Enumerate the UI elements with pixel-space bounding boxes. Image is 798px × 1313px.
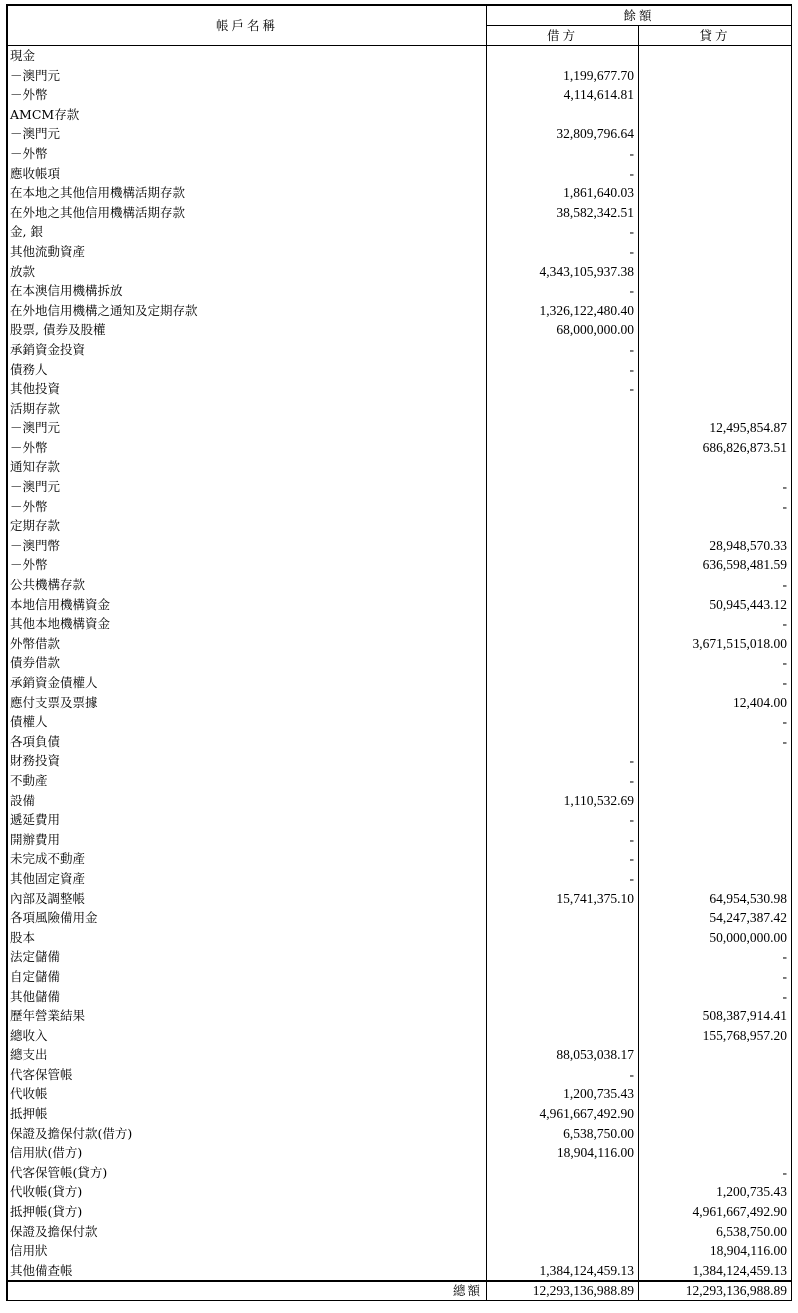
account-name-cell: －外幣 [8,438,487,458]
table-row [8,1222,792,1242]
credit-cell: - [639,947,792,967]
credit-cell [639,144,792,164]
table-row [8,673,792,693]
debit-cell [487,595,639,615]
total-debit: 12,293,136,988.89 [487,1281,639,1300]
credit-cell [639,1084,792,1104]
table-row [8,771,792,791]
debit-cell [487,712,639,732]
credit-cell: 686,826,873.51 [639,438,792,458]
account-name-cell: 應收帳項 [8,164,487,184]
table-row [8,399,792,419]
table-row [8,614,792,634]
debit-cell: - [487,849,639,869]
debit-cell: 4,343,105,937.38 [487,262,639,282]
table-row [8,477,792,497]
account-name-cell: 放款 [8,262,487,282]
table-row [8,1202,792,1222]
total-label: 總額 [8,1281,487,1300]
total-row [8,1281,792,1300]
account-name-cell: －澳門元 [8,477,487,497]
account-name-cell: 承銷資金投資 [8,340,487,360]
account-name-cell: 總支出 [8,1045,487,1065]
credit-cell [639,869,792,889]
debit-cell: 1,200,735.43 [487,1084,639,1104]
table-row [8,810,792,830]
account-name-cell: －外幣 [8,85,487,105]
credit-cell [639,1065,792,1085]
account-name-cell: －外幣 [8,497,487,517]
credit-cell: - [639,987,792,1007]
credit-cell [639,1143,792,1163]
debit-cell: - [487,340,639,360]
credit-cell [639,242,792,262]
debit-cell: 1,384,124,459.13 [487,1261,639,1282]
credit-cell: 636,598,481.59 [639,555,792,575]
account-name-cell: 金, 銀 [8,222,487,242]
credit-cell: - [639,967,792,987]
account-name-cell: －澳門元 [8,66,487,86]
account-name-cell: 其他固定資產 [8,869,487,889]
table-row [8,947,792,967]
debit-cell [487,516,639,536]
table-row [8,830,792,850]
total-credit: 12,293,136,988.89 [639,1281,792,1300]
table-row [8,340,792,360]
table-row [8,281,792,301]
table-row [8,85,792,105]
debit-cell: - [487,1065,639,1085]
credit-header: 貸方 [639,26,792,46]
account-name-cell: 在本澳信用機構拆放 [8,281,487,301]
credit-cell: 4,961,667,492.90 [639,1202,792,1222]
table-row [8,967,792,987]
debit-cell [487,477,639,497]
credit-cell: 54,247,387.42 [639,908,792,928]
table-row [8,634,792,654]
table-row [8,203,792,223]
debit-cell: - [487,360,639,380]
account-name-cell: 保證及擔保付款(借方) [8,1124,487,1144]
debit-cell: - [487,164,639,184]
credit-cell [639,830,792,850]
credit-cell: 64,954,530.98 [639,889,792,909]
credit-cell: 1,384,124,459.13 [639,1261,792,1282]
credit-cell: - [639,575,792,595]
credit-cell [639,1045,792,1065]
table-row [8,555,792,575]
account-name-cell: 現金 [8,46,487,66]
debit-cell [487,967,639,987]
account-name-cell: 本地信用機構資金 [8,595,487,615]
table-footer [8,1281,792,1300]
debit-cell [487,46,639,66]
account-name-cell: 信用狀 [8,1241,487,1261]
table-row [8,66,792,86]
debit-cell: - [487,771,639,791]
debit-cell [487,653,639,673]
debit-cell: - [487,830,639,850]
account-name-cell: 法定儲備 [8,947,487,967]
credit-cell [639,85,792,105]
account-name-cell: 設備 [8,791,487,811]
table-row [8,849,792,869]
account-balance-table [7,5,792,1300]
account-name-cell: 總收入 [8,1026,487,1046]
debit-cell: - [487,379,639,399]
debit-header: 借方 [487,26,639,46]
credit-cell: 6,538,750.00 [639,1222,792,1242]
table-row [8,791,792,811]
table-row [8,379,792,399]
debit-cell [487,1006,639,1026]
debit-cell [487,947,639,967]
account-name-header: 帳戶名稱 [8,6,487,46]
table-row [8,1065,792,1085]
credit-cell [639,183,792,203]
table-row [8,1124,792,1144]
account-name-cell: 抵押帳(貸方) [8,1202,487,1222]
credit-cell: 3,671,515,018.00 [639,634,792,654]
account-name-cell: 代收帳(貸方) [8,1182,487,1202]
account-name-cell: 代客保管帳(貸方) [8,1163,487,1183]
account-name-cell: 在外地之其他信用機構活期存款 [8,203,487,223]
table-row [8,1045,792,1065]
table-row [8,595,792,615]
table-row [8,1261,792,1282]
table-row [8,183,792,203]
credit-cell [639,66,792,86]
credit-cell [639,164,792,184]
credit-cell: - [639,1163,792,1183]
table-row [8,1241,792,1261]
debit-cell [487,908,639,928]
table-row [8,222,792,242]
debit-cell: - [487,810,639,830]
debit-cell: - [487,144,639,164]
account-name-cell: 股票, 債券及股權 [8,320,487,340]
table-row [8,164,792,184]
credit-cell [639,222,792,242]
table-row [8,1143,792,1163]
credit-cell: - [639,712,792,732]
account-name-cell: AMCM存款 [8,105,487,125]
debit-cell [487,732,639,752]
debit-cell [487,105,639,125]
credit-cell [639,124,792,144]
debit-cell [487,1026,639,1046]
debit-cell [487,987,639,1007]
credit-cell [639,1104,792,1124]
account-name-cell: 債務人 [8,360,487,380]
debit-cell: 1,861,640.03 [487,183,639,203]
account-name-cell: 其他流動資產 [8,242,487,262]
credit-cell [639,301,792,321]
credit-cell [639,281,792,301]
credit-cell [639,46,792,66]
credit-cell: 1,200,735.43 [639,1182,792,1202]
debit-cell: - [487,222,639,242]
credit-cell [639,340,792,360]
table-row [8,124,792,144]
account-name-cell: －澳門幣 [8,536,487,556]
account-name-cell: －外幣 [8,555,487,575]
debit-cell [487,457,639,477]
credit-cell [639,516,792,536]
credit-cell [639,399,792,419]
credit-cell [639,379,792,399]
debit-cell: 15,741,375.10 [487,889,639,909]
table-row [8,1163,792,1183]
debit-cell [487,614,639,634]
table-row [8,360,792,380]
debit-cell [487,693,639,713]
table-row [8,653,792,673]
credit-cell [639,320,792,340]
credit-cell: 50,000,000.00 [639,928,792,948]
debit-cell: 38,582,342.51 [487,203,639,223]
debit-cell: 6,538,750.00 [487,1124,639,1144]
account-name-cell: 通知存款 [8,457,487,477]
table-row [8,536,792,556]
table-row [8,987,792,1007]
account-name-cell: 在本地之其他信用機構活期存款 [8,183,487,203]
table-row [8,301,792,321]
table-row [8,575,792,595]
table-row [8,320,792,340]
account-name-cell: 其他本地機構資金 [8,614,487,634]
table-row [8,712,792,732]
account-name-cell: 其他投資 [8,379,487,399]
account-name-cell: 財務投資 [8,751,487,771]
table-row [8,732,792,752]
account-name-cell: 抵押帳 [8,1104,487,1124]
table-row [8,1006,792,1026]
debit-cell [487,928,639,948]
table-row [8,1182,792,1202]
credit-cell [639,203,792,223]
account-name-cell: －澳門元 [8,124,487,144]
debit-cell: 4,114,614.81 [487,85,639,105]
account-name-cell: －澳門元 [8,418,487,438]
debit-cell [487,634,639,654]
credit-cell [639,105,792,125]
debit-cell: 4,961,667,492.90 [487,1104,639,1124]
account-name-cell: 自定儲備 [8,967,487,987]
debit-cell [487,575,639,595]
credit-cell: 12,495,854.87 [639,418,792,438]
table-row [8,928,792,948]
debit-cell: 1,110,532.69 [487,791,639,811]
debit-cell: 18,904,116.00 [487,1143,639,1163]
debit-cell [487,673,639,693]
credit-cell [639,751,792,771]
table-row [8,418,792,438]
table-row [8,1026,792,1046]
account-name-cell: 未完成不動產 [8,849,487,869]
table-row [8,1104,792,1124]
table-row [8,869,792,889]
account-name-cell: 應付支票及票據 [8,693,487,713]
credit-cell: - [639,614,792,634]
credit-cell: 508,387,914.41 [639,1006,792,1026]
table-row [8,242,792,262]
credit-cell: - [639,732,792,752]
debit-cell: 32,809,796.64 [487,124,639,144]
account-name-cell: 開辦費用 [8,830,487,850]
account-name-cell: 各項風險備用金 [8,908,487,928]
account-name-cell: 各項負債 [8,732,487,752]
credit-cell: - [639,653,792,673]
account-name-cell: 在外地信用機構之通知及定期存款 [8,301,487,321]
credit-cell: 18,904,116.00 [639,1241,792,1261]
table-row [8,516,792,536]
debit-cell [487,1222,639,1242]
balance-sheet [6,4,792,1301]
credit-cell [639,262,792,282]
credit-cell: 50,945,443.12 [639,595,792,615]
table-row [8,908,792,928]
account-name-cell: 信用狀(借方) [8,1143,487,1163]
table-row [8,497,792,517]
table-row [8,46,792,66]
debit-cell [487,497,639,517]
debit-cell [487,399,639,419]
account-name-cell: 債券借款 [8,653,487,673]
table-row [8,438,792,458]
table-header [8,6,792,46]
credit-cell [639,1124,792,1144]
credit-cell: 12,404.00 [639,693,792,713]
credit-cell: 28,948,570.33 [639,536,792,556]
credit-cell [639,771,792,791]
table-row [8,262,792,282]
debit-cell [487,555,639,575]
table-row [8,1084,792,1104]
account-name-cell: 代收帳 [8,1084,487,1104]
credit-cell: - [639,497,792,517]
account-name-cell: 活期存款 [8,399,487,419]
debit-cell: 1,326,122,480.40 [487,301,639,321]
debit-cell: 68,000,000.00 [487,320,639,340]
debit-cell: 88,053,038.17 [487,1045,639,1065]
debit-cell: 1,199,677.70 [487,66,639,86]
debit-cell: - [487,281,639,301]
account-name-cell: 內部及調整帳 [8,889,487,909]
account-name-cell: 承銷資金債權人 [8,673,487,693]
table-row [8,889,792,909]
account-name-cell: 股本 [8,928,487,948]
debit-cell: - [487,751,639,771]
account-name-cell: 遞延費用 [8,810,487,830]
debit-cell [487,1202,639,1222]
account-name-cell: 債權人 [8,712,487,732]
table-row [8,693,792,713]
account-name-cell: 保證及擔保付款 [8,1222,487,1242]
credit-cell [639,810,792,830]
debit-cell [487,536,639,556]
account-name-cell: 其他儲備 [8,987,487,1007]
account-name-cell: 外幣借款 [8,634,487,654]
account-name-cell: 不動產 [8,771,487,791]
account-name-cell: 定期存款 [8,516,487,536]
account-name-cell: 代客保管帳 [8,1065,487,1085]
table-row [8,751,792,771]
debit-cell [487,1163,639,1183]
debit-cell [487,438,639,458]
table-row [8,457,792,477]
credit-cell [639,457,792,477]
account-name-cell: 公共機構存款 [8,575,487,595]
credit-cell: - [639,673,792,693]
account-name-cell: －外幣 [8,144,487,164]
credit-cell: - [639,477,792,497]
debit-cell: - [487,869,639,889]
table-row [8,144,792,164]
credit-cell [639,791,792,811]
debit-cell [487,418,639,438]
account-name-cell: 歷年營業結果 [8,1006,487,1026]
credit-cell [639,360,792,380]
account-name-cell: 其他備查帳 [8,1261,487,1282]
table-row [8,105,792,125]
credit-cell [639,849,792,869]
debit-cell [487,1241,639,1261]
debit-cell [487,1182,639,1202]
table-body [8,46,792,1282]
debit-cell: - [487,242,639,262]
credit-cell: 155,768,957.20 [639,1026,792,1046]
balance-header: 餘額 [487,6,792,26]
